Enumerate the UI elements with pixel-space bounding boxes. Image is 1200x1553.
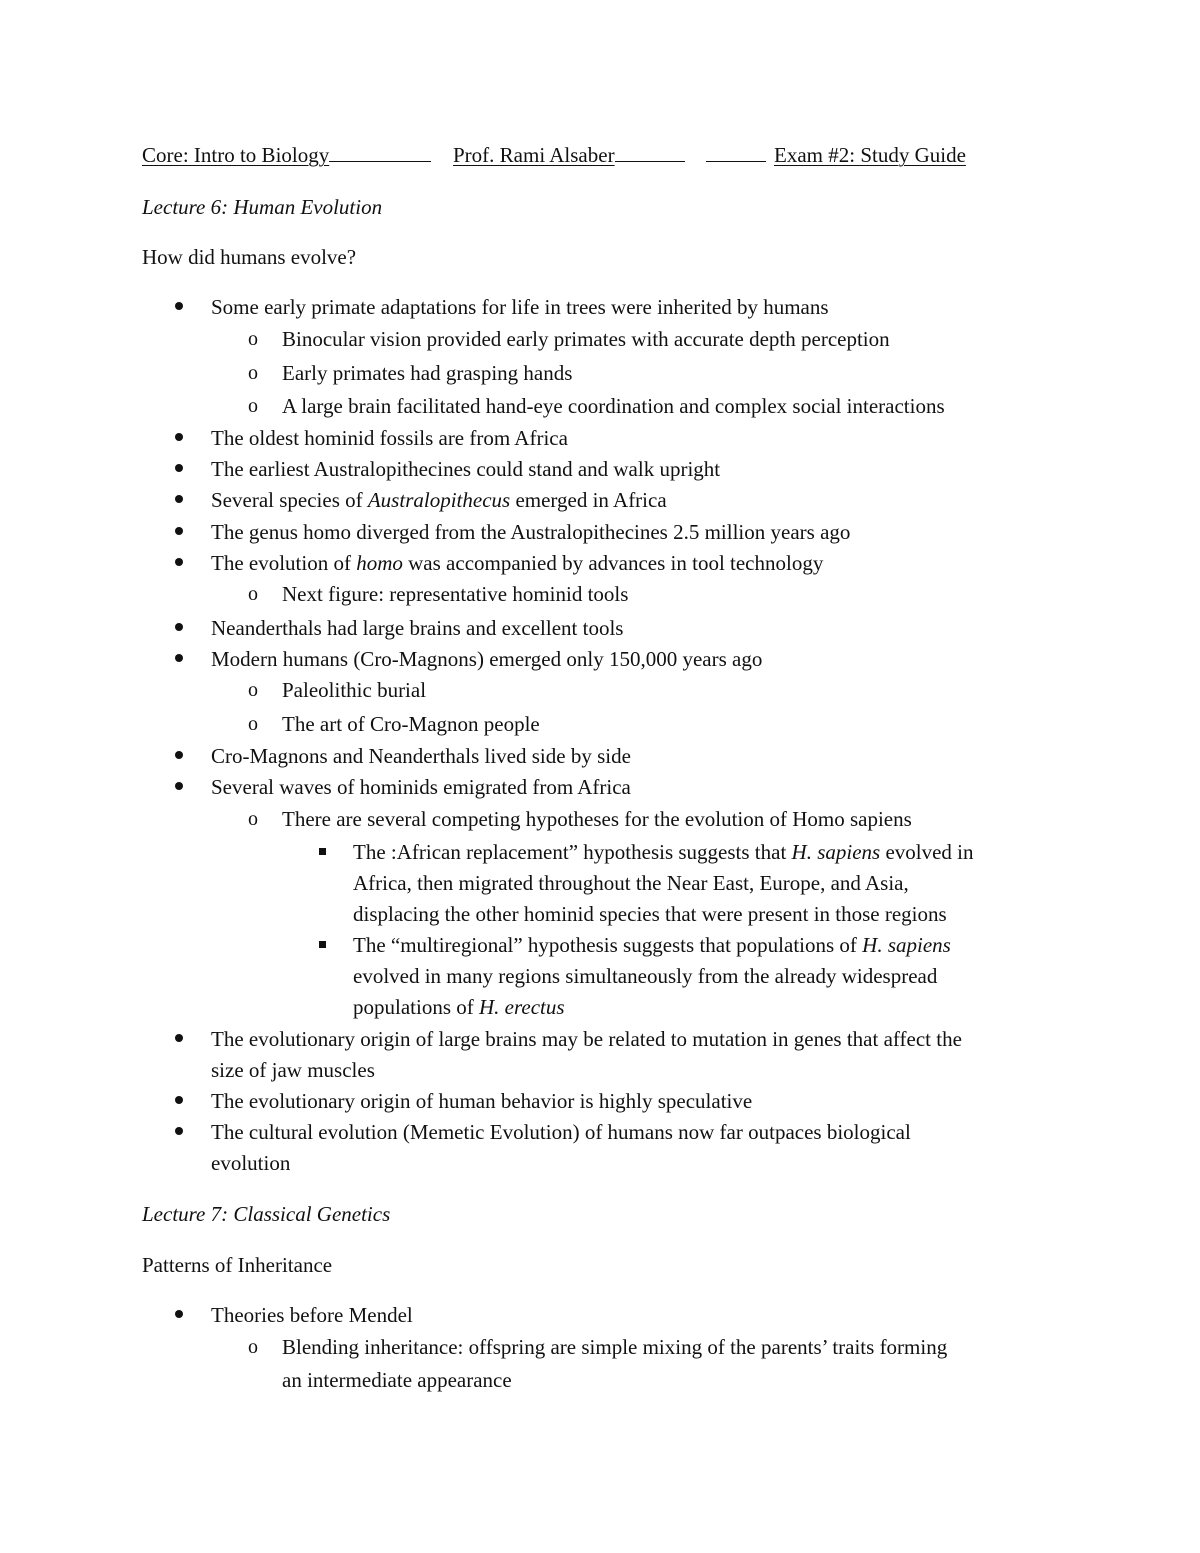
text-run: The :African replacement” hypothesis suggests that <box>353 840 792 864</box>
bullet-dot <box>175 433 183 441</box>
list-item: The oldest hominid fossils are from Africa <box>211 426 568 450</box>
italic-term: H. erectus <box>479 995 565 1019</box>
list-item: The genus homo diverged from the Australopithecines 2.5 million years ago <box>211 520 851 544</box>
bullet-dot <box>175 782 183 790</box>
bullet-dot <box>175 495 183 503</box>
lecture7-title: Lecture 7: Classical Genetics <box>142 1202 391 1226</box>
lecture6-title: Lecture 6: Human Evolution <box>142 195 383 219</box>
underline-gap <box>329 160 431 162</box>
lecture7-subtitle: Patterns of Inheritance <box>142 1253 333 1277</box>
list-item-continuation: an intermediate appearance <box>282 1368 512 1392</box>
italic-term: Australopithecus <box>367 488 511 512</box>
square-marker <box>319 941 326 948</box>
bullet-dot <box>175 302 183 310</box>
bullet-dot <box>175 623 183 631</box>
italic-term: homo <box>356 551 403 575</box>
professor-name: Prof. Rami Alsaber <box>453 143 615 167</box>
list-item-continuation: evolved in many regions simultaneously from the already widespread <box>353 964 938 988</box>
list-item: Next figure: representative hominid tools <box>282 582 629 606</box>
underline-gap <box>706 160 766 162</box>
bullet-dot <box>175 464 183 472</box>
bullet-dot <box>175 558 183 566</box>
underline-gap <box>615 160 685 162</box>
italic-term: H. sapiens <box>791 840 881 864</box>
bullet-dot <box>175 751 183 759</box>
exam-wrap <box>706 145 966 166</box>
bullet-dot <box>175 1310 183 1318</box>
text-run: emerged in Africa <box>510 488 667 512</box>
list-item: Cro-Magnons and Neanderthals lived side by side <box>211 744 631 768</box>
text-run: populations of <box>353 995 479 1019</box>
bullet-dot <box>175 1127 183 1135</box>
circle-marker: o <box>248 1336 258 1358</box>
list-item: Early primates had grasping hands <box>282 361 573 385</box>
list-item: Modern humans (Cro-Magnons) emerged only 150,000 years ago <box>211 647 763 671</box>
lecture6-question: How did humans evolve? <box>142 245 357 269</box>
list-item-continuation: evolution <box>211 1151 291 1175</box>
circle-marker: o <box>248 679 258 701</box>
circle-marker: o <box>248 328 258 350</box>
list-item: The evolutionary origin of large brains may be related to mutation in genes that affect the <box>211 1027 962 1051</box>
circle-marker: o <box>248 583 258 605</box>
course-title: Core: Intro to Biology <box>142 143 330 167</box>
bullet-dot <box>175 654 183 662</box>
list-item: The cultural evolution (Memetic Evolution) of humans now far outpaces biological <box>211 1120 911 1144</box>
text-run: was accompanied by advances in tool technology <box>402 551 824 575</box>
bullet-dot <box>175 1034 183 1042</box>
list-item: Blending inheritance: offspring are simple mixing of the parents’ traits forming <box>282 1335 948 1359</box>
bullet-dot <box>175 527 183 535</box>
text-run: Several species of <box>211 488 368 512</box>
list-item <box>353 842 974 863</box>
list-item: Neanderthals had large brains and excellent tools <box>211 616 624 640</box>
text-run: The evolution of <box>211 551 357 575</box>
circle-marker: o <box>248 362 258 384</box>
list-item: Binocular vision provided early primates with accurate depth perception <box>282 327 890 351</box>
text-run: The “multiregional” hypothesis suggests that populations of <box>353 933 863 957</box>
list-item: The art of Cro-Magnon people <box>282 712 540 736</box>
bullet-dot <box>175 1096 183 1104</box>
list-item-continuation: Africa, then migrated throughout the Near East, Europe, and Asia, <box>353 871 909 895</box>
list-item: A large brain facilitated hand-eye coordination and complex social interactions <box>282 394 945 418</box>
list-item: Several waves of hominids emigrated from Africa <box>211 775 631 799</box>
list-item: Paleolithic burial <box>282 678 427 702</box>
circle-marker: o <box>248 395 258 417</box>
italic-term: H. sapiens <box>862 933 951 957</box>
list-item-continuation <box>353 997 565 1018</box>
circle-marker: o <box>248 713 258 735</box>
professor-wrap <box>453 145 685 166</box>
list-item <box>211 553 823 574</box>
list-item: The evolutionary origin of human behavior is highly speculative <box>211 1089 753 1113</box>
exam-title: Exam #2: Study Guide <box>774 143 966 167</box>
list-item-continuation: displacing the other hominid species that were present in those regions <box>353 902 947 926</box>
square-marker <box>319 848 326 855</box>
list-item: There are several competing hypotheses for the evolution of Homo sapiens <box>282 807 912 831</box>
circle-marker: o <box>248 808 258 830</box>
list-item: Some early primate adaptations for life in trees were inherited by humans <box>211 295 829 319</box>
list-item <box>211 490 667 511</box>
list-item <box>353 935 951 956</box>
header-line <box>142 145 431 166</box>
list-item-continuation: size of jaw muscles <box>211 1058 375 1082</box>
text-run: evolved in <box>880 840 974 864</box>
list-item: The earliest Australopithecines could stand and walk upright <box>211 457 721 481</box>
list-item: Theories before Mendel <box>211 1303 413 1327</box>
